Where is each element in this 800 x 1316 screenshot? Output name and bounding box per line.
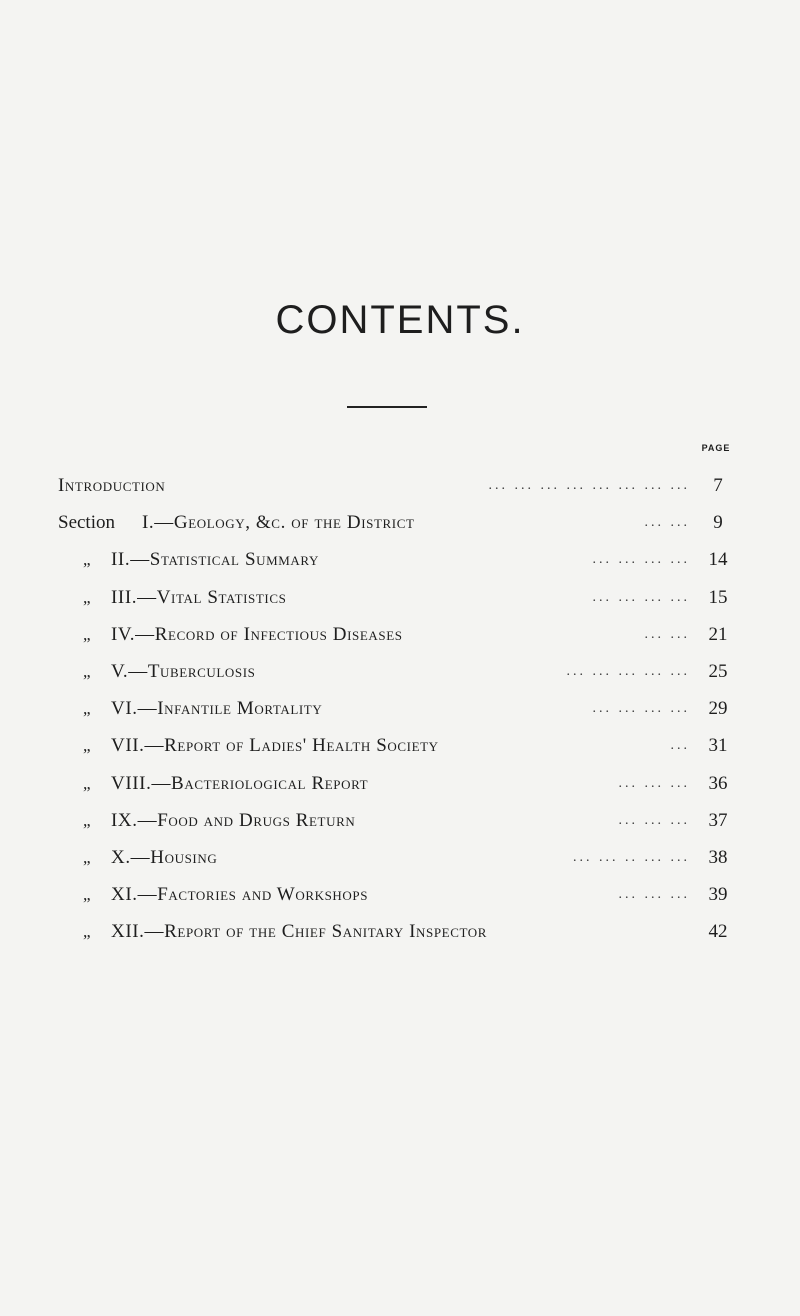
leader-dots: ... ... ... ... <box>592 701 690 717</box>
table-of-contents <box>58 467 738 950</box>
toc-entry-label: I.—Geology, &c. of the District <box>142 512 415 534</box>
toc-entry-label: X.—Housing <box>111 846 218 868</box>
leader-dots: ... ... ... <box>618 812 690 828</box>
toc-entry-label: II.—Statistical Summary <box>111 549 319 571</box>
toc-entry-label: IV.—Record of Infectious Diseases <box>111 623 403 645</box>
leader-dots: ... ... ... <box>618 887 690 903</box>
page-title: CONTENTS. <box>275 298 525 342</box>
leader-dots: ... ... ... ... <box>592 589 690 605</box>
toc-page-number: 29 <box>708 698 728 720</box>
toc-entry-label: VII.—Report of Ladies' Health Society <box>111 735 439 757</box>
toc-page-number: 37 <box>708 809 728 831</box>
toc-page-number: 39 <box>708 884 728 906</box>
ditto-mark: „ <box>83 773 91 793</box>
toc-page-number: 31 <box>708 735 728 757</box>
leader-dots: ... ... <box>644 626 690 642</box>
ditto-mark: „ <box>83 847 91 867</box>
ditto-mark: „ <box>83 736 91 756</box>
toc-page-number: 9 <box>713 512 723 534</box>
leader-dots: ... ... ... ... <box>592 552 690 568</box>
ditto-mark: „ <box>83 587 91 607</box>
toc-entry-introduction <box>58 467 738 504</box>
leader-dots: ... ... ... ... ... ... ... ... <box>488 478 690 493</box>
toc-entry-label: IX.—Food and Drugs Return <box>111 809 356 831</box>
toc-entry-label: Introduction <box>58 475 166 496</box>
ditto-mark: „ <box>83 885 91 905</box>
leader-dots: ... <box>670 738 690 754</box>
toc-entry-label: III.—Vital Statistics <box>111 586 287 608</box>
toc-entry-label: VI.—Infantile Mortality <box>111 698 323 720</box>
toc-entry-section-10 <box>58 839 738 876</box>
toc-page-number: 15 <box>708 586 728 608</box>
toc-entry-section-1 <box>58 504 738 541</box>
toc-entry-section-7 <box>58 727 738 764</box>
toc-page-number: 42 <box>708 921 728 943</box>
leader-dots: ... ... .. ... ... <box>573 849 690 865</box>
toc-entry-section-5 <box>58 653 738 690</box>
leader-dots: ... ... ... ... ... <box>566 663 690 679</box>
ditto-mark: „ <box>83 550 91 570</box>
ditto-mark: „ <box>83 922 91 942</box>
toc-entry-section-12 <box>58 913 738 950</box>
toc-page-number: 7 <box>713 475 723 496</box>
toc-entry-section-11 <box>58 876 738 913</box>
toc-page-number: 14 <box>708 549 728 571</box>
toc-page-number: 38 <box>708 846 728 868</box>
toc-entry-section-6 <box>58 690 738 727</box>
toc-entry-section-2 <box>58 541 738 578</box>
toc-entry-section-8 <box>58 765 738 802</box>
toc-page-number: 21 <box>708 623 728 645</box>
page-column-header: PAGE <box>701 443 731 453</box>
toc-entry-label: XI.—Factories and Workshops <box>111 884 369 906</box>
ditto-mark: „ <box>83 661 91 681</box>
toc-page-number: 36 <box>708 772 728 794</box>
section-prefix: Section <box>58 512 115 534</box>
title-divider <box>347 406 427 408</box>
ditto-mark: „ <box>83 624 91 644</box>
toc-entry-label: VIII.—Bacteriological Report <box>111 772 369 794</box>
toc-entry-section-4 <box>58 616 738 653</box>
toc-page-number: 25 <box>708 660 728 682</box>
toc-entry-section-3 <box>58 579 738 616</box>
ditto-mark: „ <box>83 699 91 719</box>
toc-entry-label: V.—Tuberculosis <box>111 660 256 682</box>
ditto-mark: „ <box>83 810 91 830</box>
toc-entry-section-9 <box>58 802 738 839</box>
toc-entry-label: XII.—Report of the Chief Sanitary Inspector <box>111 921 488 943</box>
leader-dots: ... ... ... <box>618 775 690 791</box>
leader-dots: ... ... <box>644 515 690 531</box>
